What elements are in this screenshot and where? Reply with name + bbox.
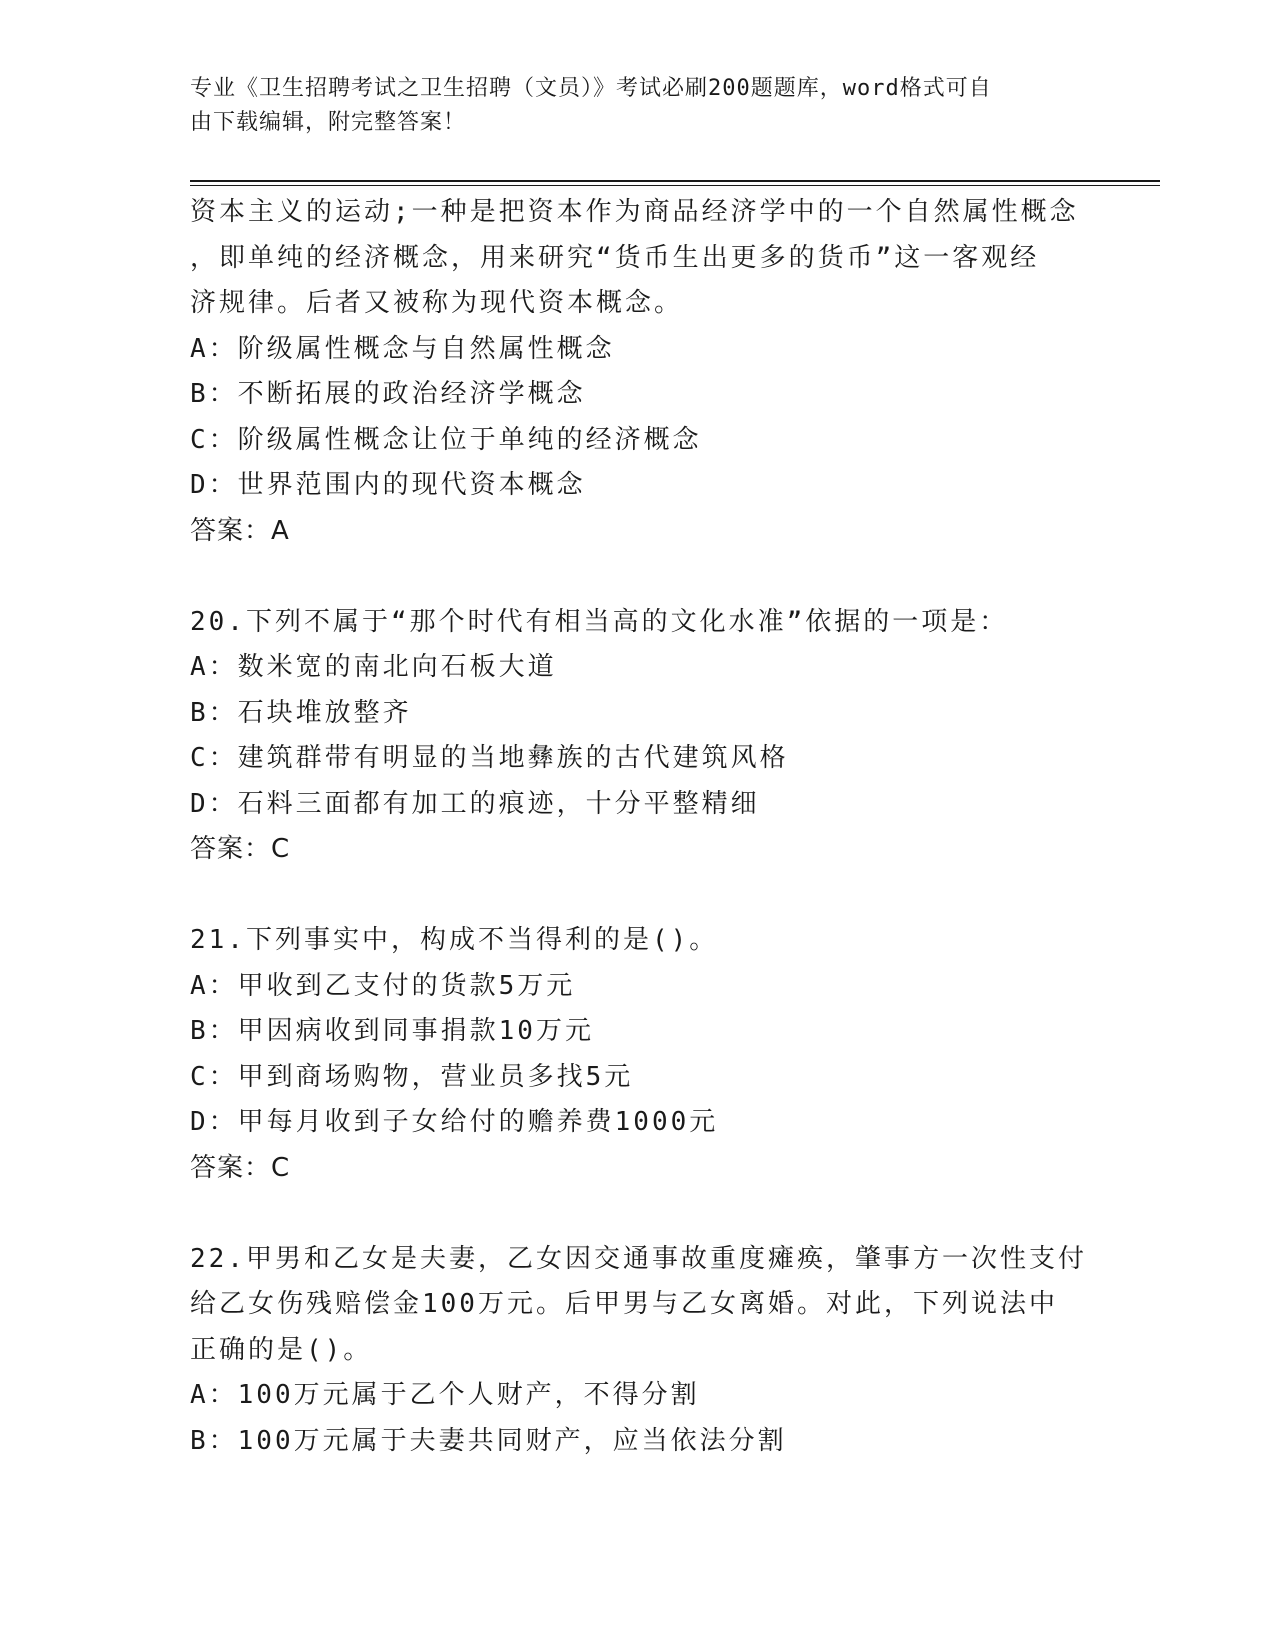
option-a: A：甲收到乙支付的货款5万元: [190, 970, 576, 1001]
option-a: A：数米宽的南北向石板大道: [190, 652, 557, 682]
option-c: C：甲到商场购物，营业员多找5元: [190, 1061, 634, 1092]
option-a: A：阶级属性概念与自然属性概念: [190, 333, 615, 364]
option-c: C：阶级属性概念让位于单纯的经济概念: [190, 424, 702, 455]
question-text: 济规律。后者又被称为现代资本概念。: [190, 288, 684, 318]
spacer: [190, 554, 1090, 600]
option-d: D：世界范围内的现代资本概念: [190, 470, 586, 500]
question-19-continued: [190, 190, 1090, 554]
answer: 答案：A: [190, 515, 290, 546]
header-divider-thick: [190, 180, 1160, 182]
question-text: ，即单纯的经济概念，用来研究“货币生出更多的货币”这一客观经: [190, 242, 1040, 273]
option-c: C：建筑群带有明显的当地彝族的古代建筑风格: [190, 743, 789, 773]
header-divider-thin: [190, 185, 1160, 186]
answer: 答案：C: [190, 834, 291, 864]
question-text: 正确的是()。: [190, 1334, 373, 1365]
document-header: [190, 72, 1090, 140]
question-text: 21.下列事实中，构成不当得利的是()。: [190, 925, 719, 955]
option-d: D：甲每月收到子女给付的赡养费1000元: [190, 1107, 719, 1137]
option-a: A：100万元属于乙个人财产，不得分割: [190, 1380, 700, 1410]
question-22: [190, 1237, 1090, 1465]
header-line-2: 由下载编辑，附完整答案！: [190, 110, 467, 135]
option-b: B：石块堆放整齐: [190, 697, 412, 728]
question-list: [190, 190, 1090, 1464]
answer: 答案：C: [190, 1152, 291, 1183]
option-b: B：甲因病收到同事捐款10万元: [190, 1016, 594, 1046]
header-line-1: 专业《卫生招聘考试之卫生招聘（文员）》考试必刷200题题库，word格式可自: [190, 76, 992, 101]
question-21: [190, 918, 1090, 1191]
question-text: 20.下列不属于“那个时代有相当高的文化水准”依据的一项是：: [190, 606, 1009, 637]
option-d: D：石料三面都有加工的痕迹，十分平整精细: [190, 788, 760, 819]
question-20: [190, 600, 1090, 873]
question-text: 22.甲男和乙女是夫妻，乙女因交通事故重度瘫痪，肇事方一次性支付: [190, 1243, 1087, 1274]
question-text: 资本主义的运动;一种是把资本作为商品经济学中的一个自然属性概念: [190, 197, 1079, 227]
spacer: [190, 1191, 1090, 1237]
spacer: [190, 873, 1090, 919]
option-b: B：100万元属于夫妻共同财产，应当依法分割: [190, 1425, 787, 1456]
option-b: B：不断拓展的政治经济学概念: [190, 379, 586, 409]
question-text: 给乙女伤残赔偿金100万元。后甲男与乙女离婚。对此，下列说法中: [190, 1289, 1058, 1319]
